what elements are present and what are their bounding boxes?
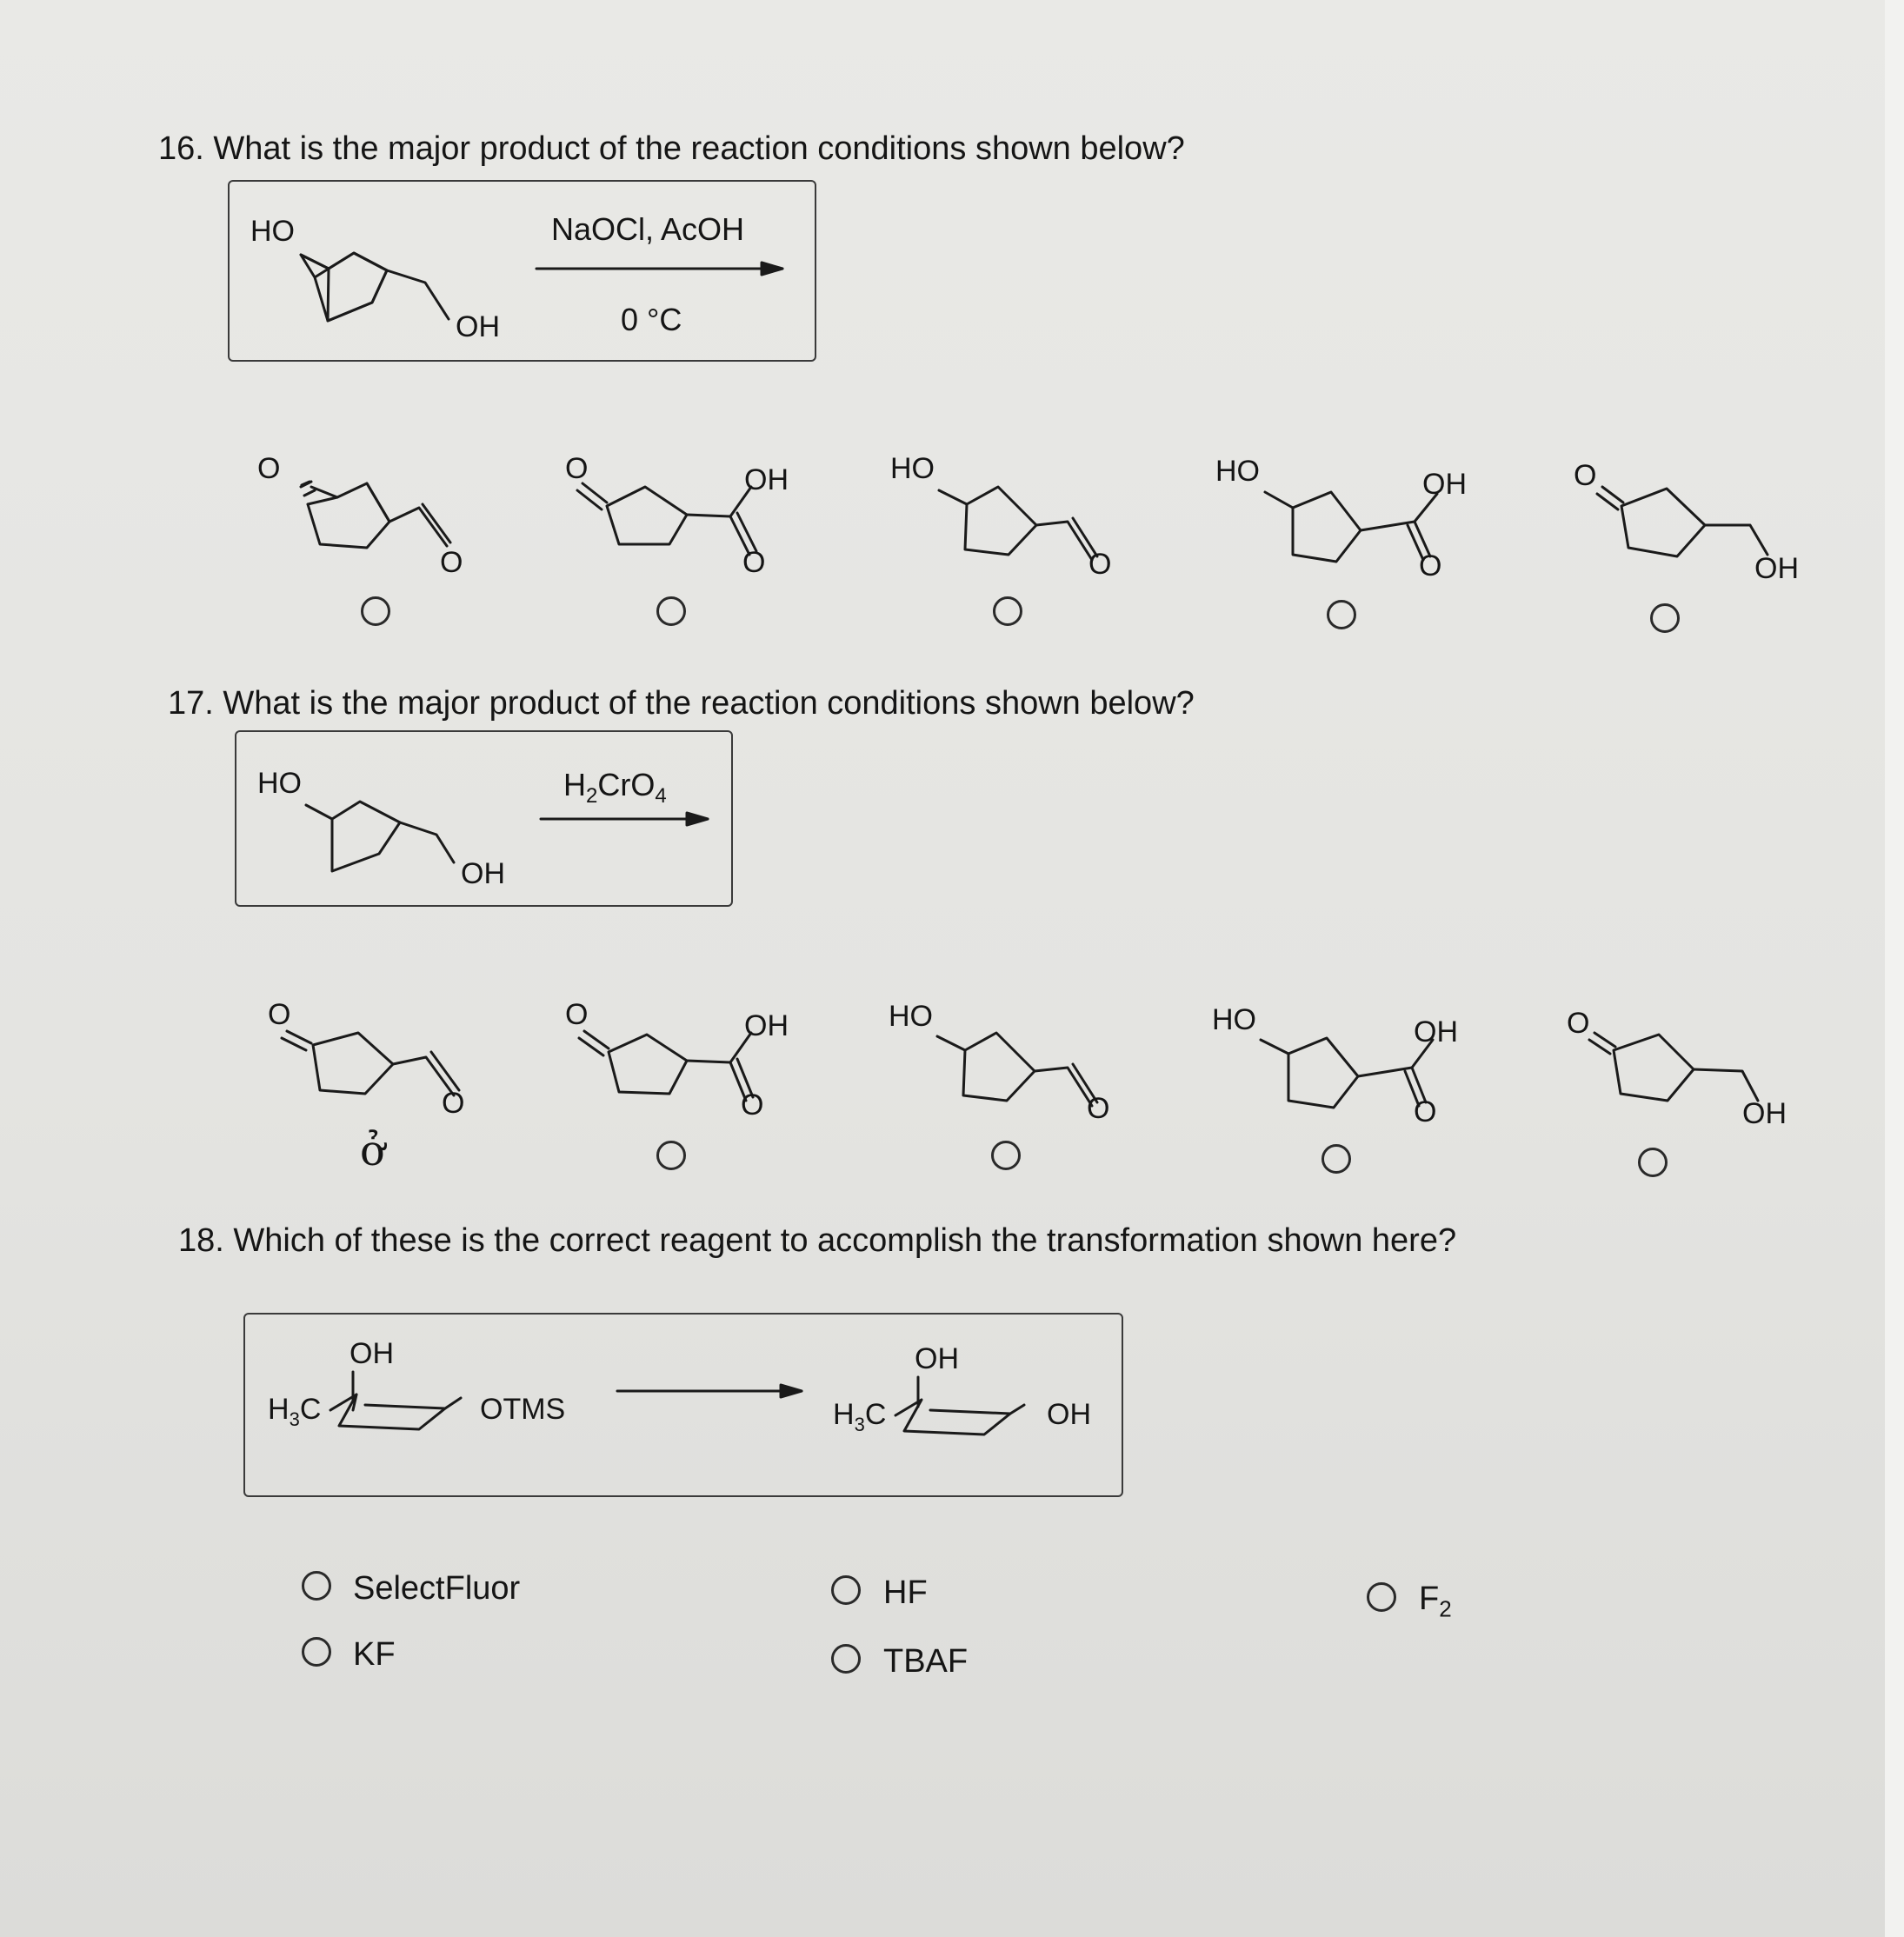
q18-choice-tbaf-label: TBAF — [883, 1643, 969, 1680]
q16-option-2-radio[interactable] — [656, 596, 686, 626]
q16-reagent-bottom: 0 °C — [621, 302, 682, 337]
q17-option-3-ho: HO — [889, 1000, 933, 1033]
q17-option-2-ketone-o: O — [565, 998, 589, 1031]
q17-option-1-aldehyde-o: O — [442, 1087, 465, 1120]
q18-prod-c: C — [864, 1398, 887, 1431]
q18-prod-chair — [245, 1315, 1125, 1499]
q16-reaction-arrow — [230, 182, 818, 363]
q16-option-3-aldehyde-o: O — [1088, 548, 1112, 581]
q18-prod-sub3: 3 — [854, 1413, 865, 1435]
q16-option-4-ho: HO — [1215, 455, 1260, 488]
q17-reaction-arrow — [236, 732, 735, 909]
q17-sm-oh-label: OH — [461, 857, 505, 890]
q16-reagent-top: NaOCl, AcOH — [551, 211, 745, 247]
q16-option-4-radio[interactable] — [1327, 600, 1356, 629]
q17-option-5-ketone-o: O — [1567, 1007, 1590, 1040]
q18-sm-sub3: 3 — [289, 1408, 300, 1430]
q18-choice-hf-label: HF — [883, 1574, 928, 1611]
q17-option-3-radio[interactable] — [991, 1141, 1021, 1170]
q17-option-2-radio[interactable] — [656, 1141, 686, 1170]
q18-choice-tbaf-radio[interactable] — [831, 1644, 861, 1674]
q17-option-5-oh: OH — [1742, 1097, 1787, 1130]
q16-sm-oh-label: OH — [456, 310, 500, 343]
q16-option-5-radio[interactable] — [1650, 603, 1680, 633]
q17-option-4-radio[interactable] — [1321, 1144, 1351, 1174]
q17-reagent-cro: CrO — [597, 767, 656, 802]
q17-reagent-sub1: 2 — [586, 784, 598, 809]
q18-sm-c: C — [299, 1393, 322, 1426]
q16-option-3-radio[interactable] — [993, 596, 1022, 626]
q17-option-1-ketone-o: O — [268, 998, 291, 1031]
q16-option-5-ketone-o: O — [1574, 459, 1597, 492]
q18-choice-selectfluor-label: SelectFluor — [353, 1570, 521, 1607]
q18-sm-oh: OH — [350, 1337, 394, 1370]
q16-option-5-oh: OH — [1754, 552, 1799, 585]
q16-option-2-acid-oh: OH — [744, 463, 789, 496]
q16-option-2-acid-o: O — [742, 546, 766, 579]
q17-option-4-acid-oh: OH — [1414, 1015, 1458, 1048]
q18-choice-f2-main: F — [1419, 1581, 1440, 1617]
q17-reaction-box — [235, 730, 733, 907]
q18-prod-oh2: OH — [1047, 1398, 1091, 1431]
q18-choice-kf-label: KF — [353, 1636, 396, 1673]
q17-option-5-radio[interactable] — [1638, 1148, 1668, 1177]
q18-title: 18. Which of these is the correct reagent to accomplish the transformation shown here? — [178, 1222, 1457, 1259]
q16-option-4-acid-oh: OH — [1422, 468, 1467, 501]
q17-option-2-acid-oh: OH — [744, 1009, 789, 1042]
q17-option-3-aldehyde-o: O — [1087, 1092, 1110, 1125]
q16-option-2-ketone-o: O — [565, 452, 589, 485]
q18-choice-selectfluor-radio[interactable] — [302, 1571, 331, 1601]
q16-sm-ho-label: HO — [250, 215, 295, 248]
q18-choice-f2-sub: 2 — [1439, 1595, 1452, 1622]
q17-option-2-acid-o: O — [741, 1088, 764, 1122]
page-edge — [1885, 0, 1904, 1937]
q18-prod-oh: OH — [915, 1342, 959, 1375]
q18-choice-hf-radio[interactable] — [831, 1575, 861, 1605]
q18-sm-h: H — [268, 1393, 290, 1426]
q16-reaction-box — [228, 180, 816, 362]
q16-option-1-radio[interactable] — [361, 596, 390, 626]
q16-option-4-acid-o: O — [1419, 549, 1442, 582]
q17-sm-ho-label: HO — [257, 767, 302, 800]
q18-choice-f2-radio[interactable] — [1367, 1582, 1396, 1612]
q17-reagent-h: H — [563, 767, 586, 802]
q17-option-4-acid-o: O — [1414, 1095, 1437, 1128]
q17-reagent-sub2: 4 — [655, 784, 667, 809]
q16-option-1-aldehyde-o: O — [440, 546, 463, 579]
q18-reaction-box — [243, 1313, 1123, 1497]
q18-sm-otms: OTMS — [480, 1393, 566, 1426]
q17-option-1-checked-mark: ở — [360, 1127, 385, 1175]
q18-choice-kf-radio[interactable] — [302, 1637, 331, 1667]
q16-option-1-ketone-o: O — [257, 452, 281, 485]
q17-option-4-ho: HO — [1212, 1003, 1256, 1036]
q16-option-3-ho: HO — [890, 452, 935, 485]
q18-prod-h: H — [833, 1398, 855, 1431]
q17-title: 17. What is the major product of the reaction conditions shown below? — [168, 685, 1195, 722]
q16-title: 16. What is the major product of the reaction conditions shown below? — [158, 130, 1185, 167]
q18-choice-f2-label — [1419, 1581, 1452, 1623]
